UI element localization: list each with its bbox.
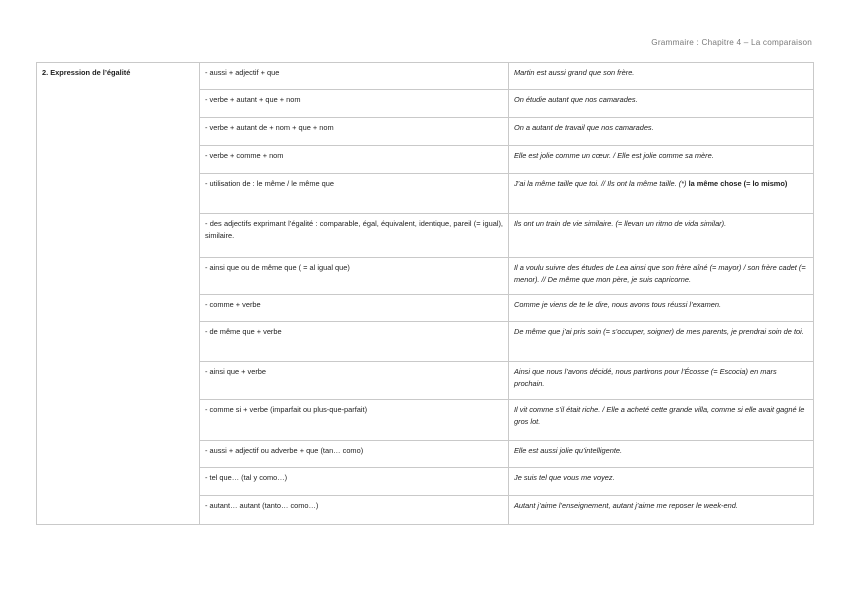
rule-cell: - ainsi que ou de même que ( = al igual que) xyxy=(200,258,509,295)
example-cell: Il a voulu suivre des études de Lea ainsi que son frère aîné (= mayor) / son frère cadet (= menor). // De même que mon père, je suis capricorne. xyxy=(509,258,814,295)
rule-cell: - utilisation de : le même / le même que xyxy=(200,174,509,214)
rule-cell: - aussi + adjectif ou adverbe + que (tan… como) xyxy=(200,441,509,468)
grammar-table xyxy=(36,62,814,525)
example-cell: De même que j’ai pris soin (= s’occuper, soigner) de mes parents, je prendrai soin de toi. xyxy=(509,322,814,362)
section-label: 2. Expression de l’égalité xyxy=(37,63,200,525)
rule-cell: - tel que… (tal y como…) xyxy=(200,468,509,496)
example-cell: Ils ont un train de vie similaire. (= llevan un ritmo de vida similar). xyxy=(509,214,814,258)
example-cell: Comme je viens de te le dire, nous avons tous réussi l’examen. xyxy=(509,295,814,322)
table-row xyxy=(37,63,814,90)
rule-cell: - verbe + comme + nom xyxy=(200,146,509,174)
rule-cell: - de même que + verbe xyxy=(200,322,509,362)
example-bold-text: la même chose (= lo mismo) xyxy=(688,179,788,188)
rule-cell: - comme + verbe xyxy=(200,295,509,322)
rule-cell: - verbe + autant + que + nom xyxy=(200,90,509,118)
example-cell: Il vit comme s’il était riche. / Elle a acheté cette grande villa, comme si elle avait gagné le gros lot. xyxy=(509,400,814,441)
example-cell: Elle est jolie comme un cœur. / Elle est jolie comme sa mère. xyxy=(509,146,814,174)
rule-cell: - aussi + adjectif + que xyxy=(200,63,509,90)
example-cell xyxy=(509,174,814,214)
example-cell: Elle est aussi jolie qu’intelligente. xyxy=(509,441,814,468)
rule-cell: - des adjectifs exprimant l’égalité : comparable, égal, équivalent, identique, pareil (= igual), similaire. xyxy=(200,214,509,258)
rule-cell: - autant… autant (tanto… como…) xyxy=(200,496,509,525)
rule-cell: - comme si + verbe (imparfait ou plus-que-parfait) xyxy=(200,400,509,441)
example-cell: Autant j’aime l’enseignement, autant j’aime me reposer le week-end. xyxy=(509,496,814,525)
rule-cell: - verbe + autant de + nom + que + nom xyxy=(200,118,509,146)
example-text: J’ai la même taille que toi. // Ils ont la même taille. (*) xyxy=(514,179,687,188)
page-header: Grammaire : Chapitre 4 – La comparaison xyxy=(651,38,812,47)
example-cell: On a autant de travail que nos camarades. xyxy=(509,118,814,146)
rule-cell: - ainsi que + verbe xyxy=(200,362,509,400)
example-cell: On étudie autant que nos camarades. xyxy=(509,90,814,118)
example-cell: Je suis tel que vous me voyez. xyxy=(509,468,814,496)
example-cell: Ainsi que nous l’avons décidé, nous partirons pour l’Écosse (= Escocia) en mars prochain. xyxy=(509,362,814,400)
example-cell: Martin est aussi grand que son frère. xyxy=(509,63,814,90)
